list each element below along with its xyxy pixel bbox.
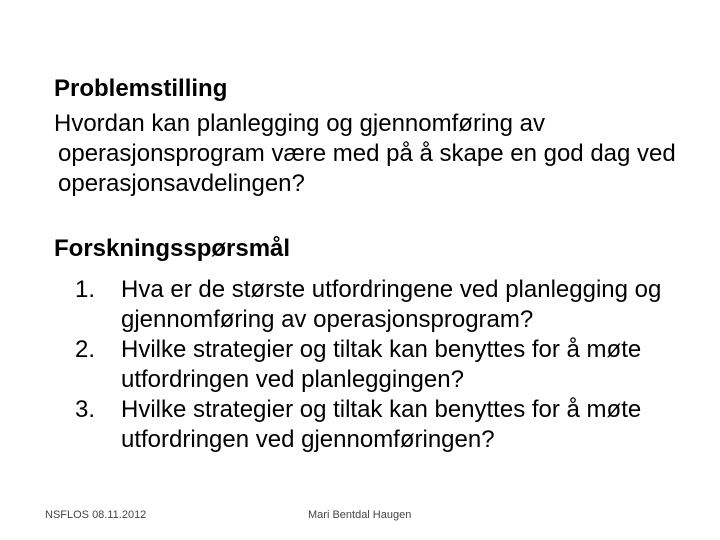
- question-number: 2.: [75, 336, 96, 363]
- problem-heading: Problemstilling: [54, 75, 228, 102]
- problem-statement: Hvordan kan planlegging og gjennomføring av operasjonsprogram være med på å skape en god dag ved operasjonsavdelingen?: [54, 110, 676, 197]
- research-questions-heading: Forskningsspørsmål: [54, 235, 291, 262]
- footer-author: Mari Bentdal Haugen: [308, 509, 412, 521]
- question-text: Hvilke strategier og tiltak kan benyttes for å møte utfordringen ved gjennomføringen?: [121, 396, 642, 453]
- question-number: 3.: [75, 396, 96, 423]
- question-text: Hvilke strategier og tiltak kan benyttes for å møte utfordringen ved planleggingen?: [121, 336, 642, 393]
- research-question-3: [75, 395, 675, 455]
- research-questions-list: [75, 275, 675, 455]
- footer-date: NSFLOS 08.11.2012: [45, 509, 147, 521]
- question-number: 1.: [75, 276, 96, 303]
- research-question-1: [75, 275, 675, 335]
- research-question-2: [75, 335, 675, 395]
- question-text: Hva er de største utfordringene ved planlegging og gjennomføring av operasjonsprogram?: [121, 276, 662, 333]
